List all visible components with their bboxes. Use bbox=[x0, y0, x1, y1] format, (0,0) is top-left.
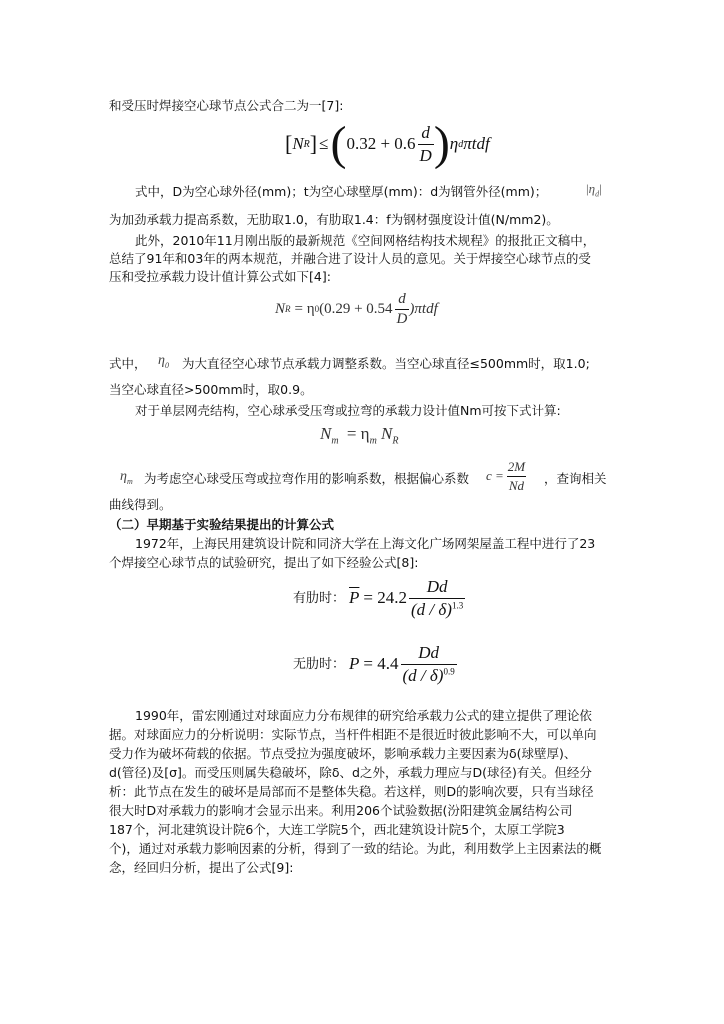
text-line: 据。对球面应力的分析说明：实际节点，当杆件相距不是很近时彼此影响不大，可以单向 bbox=[109, 727, 597, 742]
coefficient: 0.32 + 0.6 bbox=[346, 134, 416, 153]
text-line: 总结了91年和03年的两本规范，并融合进了设计人员的意见。关于焊接空心球节点的受 bbox=[109, 251, 591, 266]
eta-0-symbol: $\eta_0$ bbox=[158, 353, 169, 370]
text-line: 个)，通过对承载力影响因素的分析，得到了一致的结论。为此，利用数学上主因素法的概 bbox=[109, 841, 602, 856]
text-line: 当空心球直径>500mm时，取0.9。 bbox=[109, 382, 313, 397]
formula-nr-combined: [ N R ] ≤ ( 0.32 + 0.6 $\frac{d}{D}$ ) η d πtdf bbox=[285, 117, 490, 170]
fraction-2M-over-Nd: $\frac{2M}{Nd}$ bbox=[507, 458, 526, 493]
formula-ribbed: 有肋时： $\overline{P}$ = 24.2 $\frac{Dd}{(d / \delta)^{1.3}}$ bbox=[293, 576, 464, 619]
text-line: 式中， bbox=[109, 356, 147, 371]
text-line: 此外，2010年11月刚出版的最新规范《空间网格结构技术规程》的报批正文稿中， bbox=[135, 233, 596, 248]
fraction-Dd: $\frac{Dd}{(d / \delta)^{0.9}}$ bbox=[402, 642, 455, 685]
text-line: 析：此节点在发生的破坏是局部而不是整体失稳。若这样，则D的影响次要，只有当球径 bbox=[109, 784, 594, 799]
text-line: 式中，D为空心球外径(mm)；t为空心球壁厚(mm)：d为钢管外径(mm)； bbox=[135, 184, 548, 199]
text-line: 为大直径空心球节点承载力调整系数。当空心球直径≤500mm时，取1.0; bbox=[182, 356, 590, 371]
fraction-d-over-D: $\frac{d}{D}$ bbox=[419, 122, 432, 165]
text-line: 很大时D对承载力的影响才会显示出来。利用206个试验数据(汾阳建筑金属结构公司 bbox=[109, 803, 573, 818]
fraction-d-over-D: $\frac{d}{D}$ bbox=[396, 290, 408, 327]
symbol-n: N bbox=[292, 134, 304, 153]
subscript: R bbox=[303, 138, 310, 150]
eta-d-symbol: $|\eta_d|$ bbox=[586, 181, 602, 199]
text-line: 187个，河北建筑设计院6个，大连工学院5个，西北建筑设计院5个，太原工学院3 bbox=[109, 822, 565, 837]
unribbed-label: 无肋时： bbox=[293, 656, 346, 672]
formula-tail: πtdf bbox=[463, 134, 490, 153]
text-line: 1972年，上海民用建筑设计院和同济大学在上海文化广场网架屋盖工程中进行了23 bbox=[135, 536, 596, 551]
fraction-Dd: $\frac{Dd}{(d / \delta)^{1.3}}$ bbox=[411, 576, 464, 619]
text-line: 1990年，雷宏刚通过对球面应力分布规律的研究给承载力公式的建立提供了理论依 bbox=[135, 708, 592, 723]
section-heading: （二）早期基于实验结果提出的计算公式 bbox=[109, 517, 335, 532]
formula-nm: $N_m = \eta_m$ $N_R$ bbox=[320, 424, 399, 447]
eccentricity-formula: c = $\frac{2M}{Nd}$ bbox=[486, 458, 526, 493]
text-line: 为考虑空心球受压弯或拉弯作用的影响系数，根据偏心系数 bbox=[144, 471, 470, 486]
text-line: 个焊接空心球节点的试验研究，提出了如下经验公式[8]: bbox=[109, 555, 419, 570]
text-line: 为加劲承载力提高系数，无肋取1.0，有肋取1.4：f为钢材强度设计值(N/mm2)。 bbox=[109, 212, 559, 227]
eta-m-symbol: $\eta_m$ bbox=[120, 469, 133, 486]
text-line: 受力作为破坏荷载的依据。节点受拉为强度破坏，影响承载力主要因素为δ(球壁厚)、 bbox=[109, 746, 577, 761]
formula-nr-new: N R = η 0 (0.29 + 0.54 $\frac{d}{D}$ )πtdf bbox=[275, 290, 438, 327]
text-line: 和受压时焊接空心球节点公式合二为一[7]: bbox=[109, 98, 344, 113]
text-line: d(管径)及[σ]。而受压则属失稳破坏，除δ、d之外，承载力理应与D(球径)有关。但经分 bbox=[109, 765, 592, 780]
text-line: 压和受拉承载力设计值计算公式如下[4]: bbox=[109, 269, 331, 284]
ribbed-label: 有肋时： bbox=[293, 590, 346, 606]
text-line: 曲线得到。 bbox=[109, 497, 172, 512]
formula-unribbed: 无肋时： P = 4.4 $\frac{Dd}{(d / \delta)^{0.9}}$ bbox=[293, 642, 455, 685]
eta-symbol: η bbox=[449, 134, 459, 153]
text-line: 念，经回归分析，提出了公式[9]: bbox=[109, 860, 294, 875]
text-line: ，查询相关 bbox=[544, 471, 607, 486]
text-line: 对于单层网壳结构，空心球承受压弯或拉弯的承载力设计值Nm可按下式计算: bbox=[135, 403, 561, 418]
